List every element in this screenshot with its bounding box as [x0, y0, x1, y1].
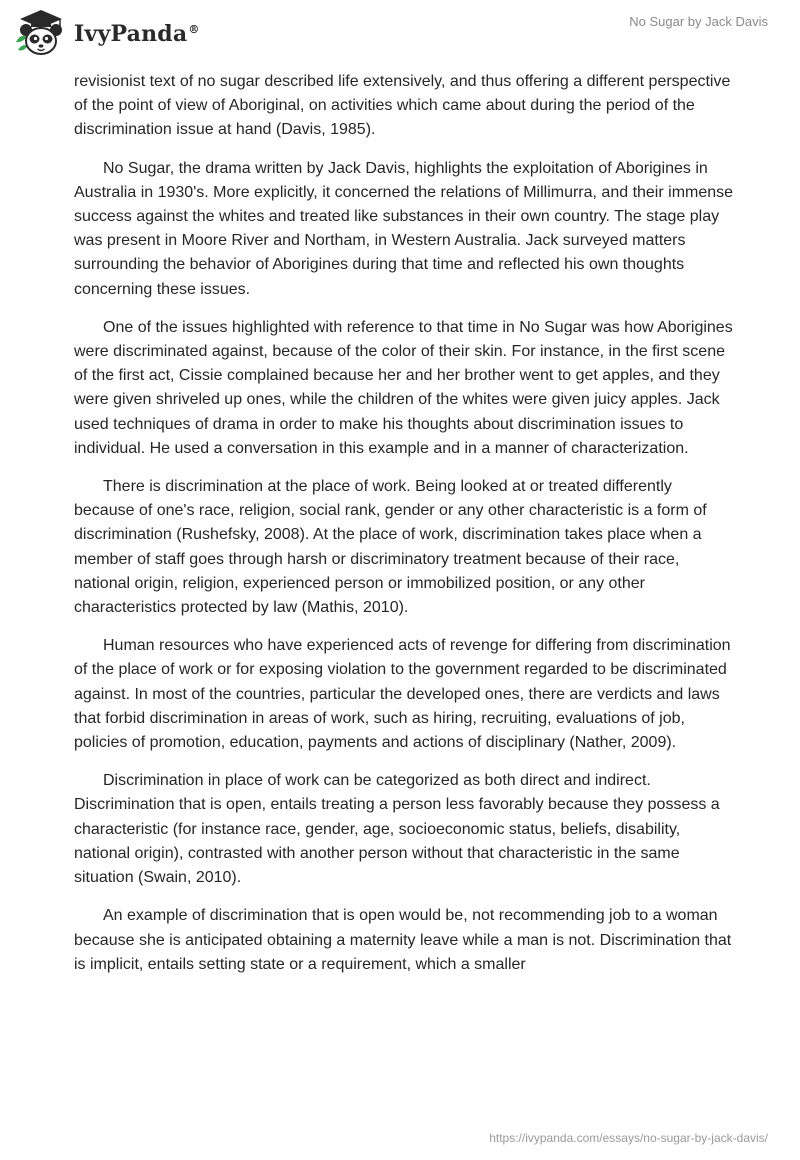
paragraph: No Sugar, the drama written by Jack Davis, highlights the exploitation of Aborigines in Australia in 1930's. More explicitly, it concerned the relations of Millimurra, and their immense success against the whites and treated like substances in their own country. The stage play was present in Moore River and Northam, in Western Australia. Jack surveyed matters surrounding the behavior of Aborigines during that time and reflected his own thoughts concerning these issues.	[74, 159, 734, 298]
paragraph: One of the issues highlighted with reference to that time in No Sugar was how Aborigines were discriminated against, because of the color of their skin. For instance, in the first scene of the first act, Cissie complained because her and her brother went to get apples, and they were given shriveled up ones, while the children of the whites were given juicy apples. Jack used techniques of drama in order to make his thoughts about discrimination issues to individual. He used a conversation in this example and in a manner of characterization.	[74, 318, 733, 457]
paragraph: revisionist text of no sugar described life extensively, and thus offering a different perspective of the point of view of Aboriginal, on activities which came about during the period of the discrimination issue at hand (Davis, 1985).	[74, 73, 731, 139]
paragraph: Human resources who have experienced acts of revenge for differing from discrimination of the place of work or for exposing violation to the government regarded to be discriminated against. In most of the countries, particular the developed ones, there are verdicts and laws that forbid discrimination in areas of work, such as hiring, recruiting, evaluations of job, policies of promotion, education, payments and actions of disciplinary (Nather, 2009).	[74, 637, 731, 752]
source-url-link[interactable]: https://ivypanda.com/essays/no-sugar-by-jack-davis/	[489, 1131, 768, 1145]
document-title: No Sugar by Jack Davis	[629, 14, 768, 29]
paragraph: Discrimination in place of work can be categorized as both direct and indirect. Discrimination that is open, entails treating a person less favorably because they possess a characteristic (for instance race, gender, age, socioeconomic status, beliefs, disability, national origin), contrasted with another person without that characteristic in the same situation (Swain, 2010).	[74, 772, 720, 887]
panda-logo-icon	[14, 8, 68, 58]
brand-name: IvyPanda®	[74, 21, 200, 47]
paragraph: An example of discrimination that is open would be, not recommending job to a woman because she is anticipated obtaining a maternity leave while a man is not. Discrimination that is implicit, entails setting state or a requirement, which a smaller	[74, 907, 732, 973]
brand-logo[interactable]	[14, 8, 200, 58]
registered-mark: ®	[188, 22, 200, 36]
page-header	[0, 0, 800, 70]
essay-body	[74, 70, 734, 991]
paragraph: There is discrimination at the place of work. Being looked at or treated differently because of one's race, religion, social rank, gender or any other characteristic is a form of discrimination (Rushefsky, 2008). At the place of work, discrimination takes place when a member of staff goes through harsh or discriminatory treatment because of their race, national origin, religion, experienced person or immobilized position, or any other characteristics protected by law (Mathis, 2010).	[74, 478, 707, 617]
